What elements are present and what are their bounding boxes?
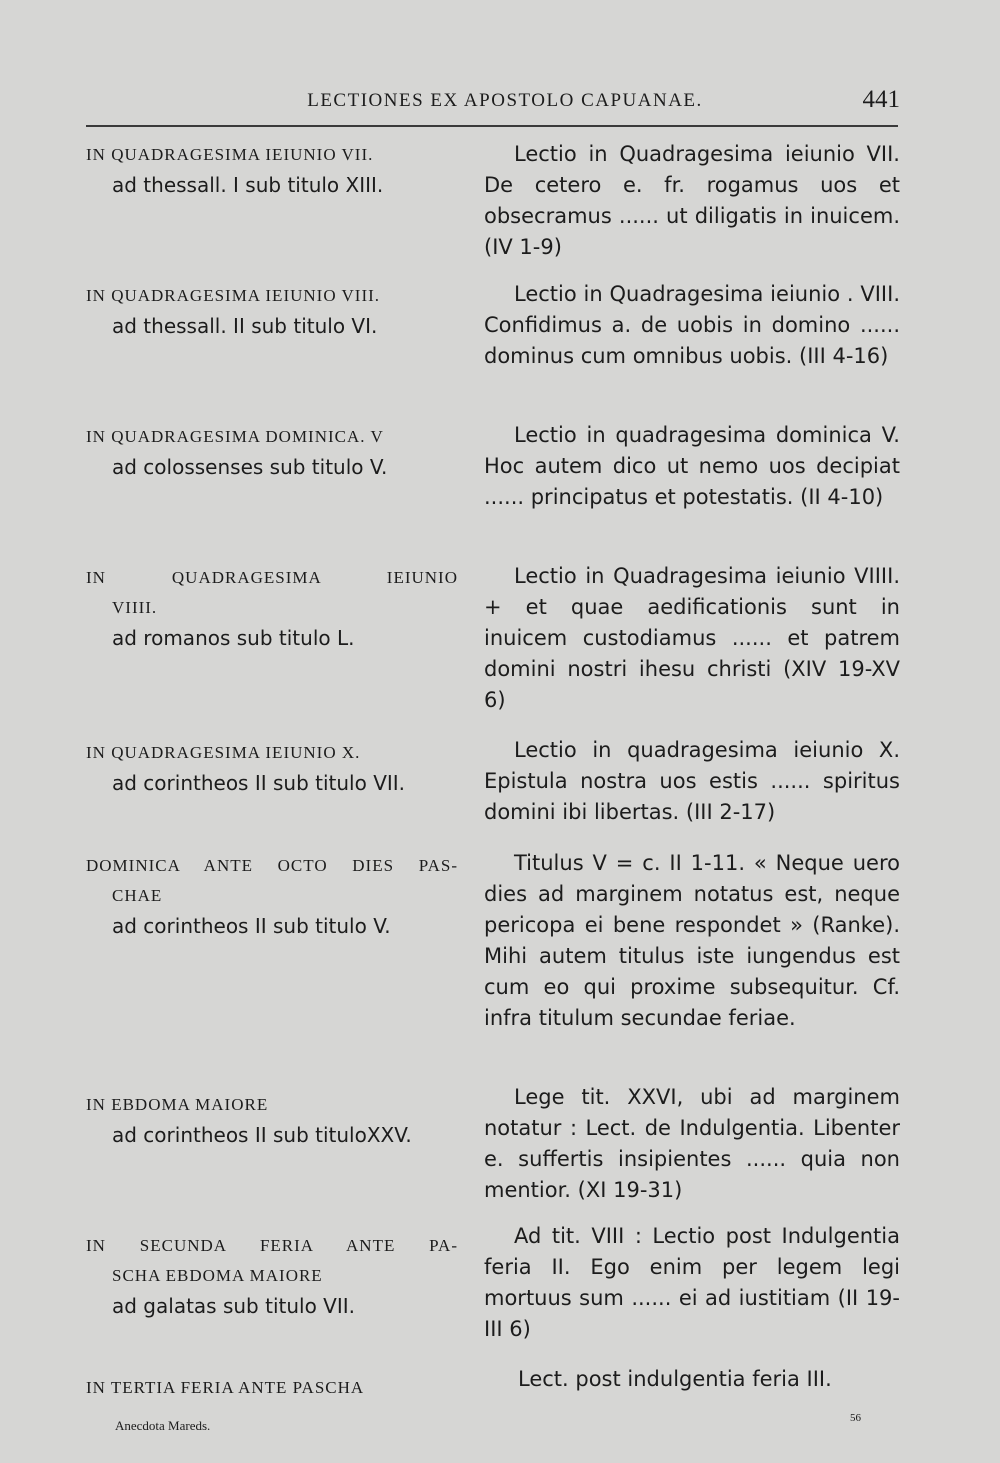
running-header-title: LECTIONES EX APOSTOLO CAPUANAE.	[307, 90, 703, 111]
footer-sheet-mark: 56	[850, 1412, 861, 1424]
entry-source: ad galatas sub titulo VII.	[112, 1294, 355, 1318]
entry-heading: IN QUADRAGESIMA IEIUNIO	[86, 568, 458, 587]
entry-left-7	[86, 1090, 458, 1150]
entry-source: ad corintheos II sub titulo VII.	[112, 771, 406, 795]
entry-note-7: Lege tit. XXVI, ubi ad marginem notatur : Lect. de Indulgentia. Libenter e. suffertis insipientes ...... quia non mentior. (XI 19-31)	[484, 1085, 900, 1202]
entry-source: ad colossenses sub titulo V.	[112, 455, 388, 479]
entry-note-5: Lectio in quadragesima ieiunio X. Epistula nostra uos estis ...... spiritus domini ibi libertas. (III 2-17)	[484, 738, 900, 824]
entry-source: ad thessall. II sub titulo VI.	[112, 314, 378, 338]
page-number: 441	[862, 86, 900, 113]
entry-heading: IN QUADRAGESIMA IEIUNIO VII.	[86, 145, 374, 164]
entry-note-1: Lectio in Quadragesima ieiunio VII. De cetero e. fr. rogamus uos et obsecramus ...... ut diligatis in inuicem. (IV 1-9)	[484, 142, 900, 259]
entry-left-5	[86, 738, 458, 798]
entry-source: ad romanos sub titulo L.	[112, 626, 355, 650]
entry-heading: IN QUADRAGESIMA IEIUNIO VIII.	[86, 286, 381, 305]
entry-note-9: Lect. post indulgentia feria III.	[518, 1367, 832, 1391]
entry-heading: IN EBDOMA MAIORE	[86, 1095, 269, 1114]
footer-signature: Anecdota Mareds.	[115, 1418, 211, 1433]
entry-note-2: Lectio in Quadragesima ieiunio . VIII. Confidimus a. de uobis in domino ...... dominus cum omnibus uobis. (III 4-16)	[484, 282, 900, 368]
entry-heading: IN SECUNDA FERIA ANTE PA-	[86, 1236, 458, 1255]
entry-left-3	[86, 422, 458, 482]
entry-source: ad corintheos II sub tituloXXV.	[112, 1123, 412, 1147]
entry-heading: IN TERTIA FERIA ANTE PASCHA	[86, 1378, 365, 1397]
entry-left-8	[86, 1231, 458, 1321]
header-rule	[86, 125, 898, 127]
entry-heading-continued: SCHA EBDOMA MAIORE	[112, 1266, 323, 1285]
entry-source: ad corintheos II sub titulo V.	[112, 914, 391, 938]
entry-left-4	[86, 563, 458, 653]
entry-heading-continued: CHAE	[112, 886, 163, 905]
entry-left-2	[86, 281, 458, 341]
entry-note-8: Ad tit. VIII : Lectio post Indulgentia feria II. Ego enim per legem legi mortuus sum ...... ei ad iustitiam (II 19-III 6)	[484, 1224, 900, 1341]
entry-heading: IN QUADRAGESIMA IEIUNIO X.	[86, 743, 361, 762]
entry-left-9	[86, 1373, 458, 1403]
entry-note-4: Lectio in Quadragesima ieiunio VIIII. + et quae aedificationis sunt in inuicem custodiamus ...... et patrem domini nostri ihesu christi (XIV 19-XV 6)	[484, 564, 900, 712]
entry-heading: IN QUADRAGESIMA DOMINICA. V	[86, 427, 384, 446]
entry-left-1	[86, 140, 458, 200]
entry-heading-continued: VIIII.	[112, 598, 158, 617]
entry-heading: DOMINICA ANTE OCTO DIES PAS-	[86, 856, 458, 875]
entry-note-6: Titulus V = c. II 1-11. « Neque uero dies ad marginem notatus est, neque pericopa ei bene respondet » (Ranke). Mihi autem titulus iste iungendus est cum eo qui proxime subsequitur. Cf. infra titulum secundae feriae.	[484, 851, 900, 1030]
entry-source: ad thessall. I sub titulo XIII.	[112, 173, 384, 197]
entry-left-6	[86, 851, 458, 941]
entry-note-3: Lectio in quadragesima dominica V. Hoc autem dico ut nemo uos decipiat ...... principatus et potestatis. (II 4-10)	[484, 423, 900, 509]
